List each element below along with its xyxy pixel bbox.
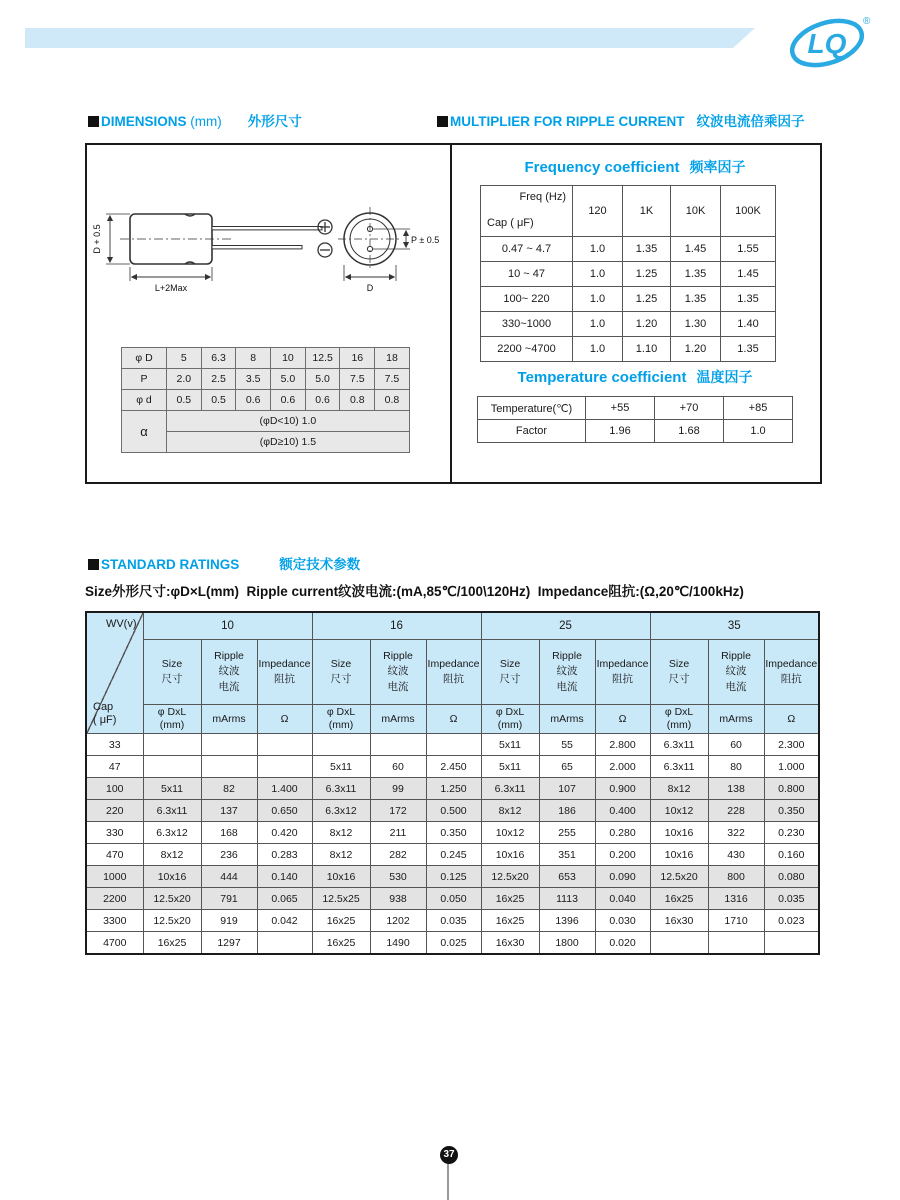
dimensions-section-header [88,110,302,130]
ratings-value-cell: 0.800 [764,778,819,800]
ratings-value-cell: 10x16 [143,866,201,888]
ratings-value-cell: 1297 [201,932,257,955]
ratings-value-cell [257,932,312,955]
frequency-row [481,287,776,312]
ratings-value-cell: 0.042 [257,910,312,932]
ratings-value-cell: 6.3x11 [650,734,708,756]
ratings-value-cell: 16x25 [312,910,370,932]
ratings-value-cell [650,932,708,955]
temp-value-cell: +70 [655,397,724,420]
ratings-value-cell: 938 [370,888,426,910]
temp-value-cell: +55 [586,397,655,420]
dim-row-label: φ D [122,348,167,369]
ratings-row [86,756,819,778]
dim-label-d-tolerance: D + 0.5 [92,224,102,254]
freq-axis-label: Freq (Hz) [519,191,566,203]
freq-value-cell: 1.35 [671,287,721,312]
capacitor-drawing [92,157,442,332]
ratings-value-cell: 99 [370,778,426,800]
ratings-subheader-row [86,705,819,734]
ratings-value-cell: 8x12 [312,844,370,866]
ratings-value-cell: 0.035 [426,910,481,932]
ratings-cap-cell: 33 [86,734,143,756]
ratings-value-cell: 0.400 [595,800,650,822]
ratings-value-cell: 0.160 [764,844,819,866]
ratings-value-cell: 10x16 [312,866,370,888]
wv-label: WV(v) [105,618,137,630]
ratings-cap-cell: 220 [86,800,143,822]
logo-text: LQ [807,28,847,59]
ratings-value-cell: 8x12 [481,800,539,822]
ratings-row [86,932,819,955]
ratings-value-cell: 444 [201,866,257,888]
ratings-value-cell: 16x25 [650,888,708,910]
dim-table-row [122,411,410,432]
freq-column-header: 10K [671,186,721,237]
section-bullet-icon [88,559,99,570]
ratings-value-cell: 6.3x12 [143,822,201,844]
ratings-value-cell: 12.5x20 [481,866,539,888]
ratings-value-cell: 1.000 [764,756,819,778]
ratings-value-cell: 0.140 [257,866,312,888]
ratings-corner-cell [86,612,143,734]
ratings-voltage-row [86,612,819,640]
ratings-value-cell: 228 [708,800,764,822]
header-bar [25,28,755,48]
ratings-value-cell: 10x16 [650,822,708,844]
ratings-value-cell: 1396 [539,910,595,932]
ratings-table-body [86,734,819,955]
ratings-value-cell: 137 [201,800,257,822]
ratings-ripple-header: Ripple 纹波 电流 [708,640,764,705]
ratings-impedance-header: Impedance 阻抗 [764,640,819,705]
dim-table-row [122,390,410,411]
ratings-size-header: Size 尺寸 [312,640,370,705]
ratings-cap-cell: 1000 [86,866,143,888]
ratings-cap-cell: 3300 [86,910,143,932]
dim-value-cell: 5.0 [305,369,340,390]
temperature-title-row [452,367,818,387]
freq-cap-cell: 2200 ~4700 [481,337,573,362]
dim-value-cell: 10 [271,348,306,369]
ratings-value-cell: 1.400 [257,778,312,800]
temperature-title-cn: 温度因子 [696,369,753,385]
frequency-row [481,312,776,337]
ratings-value-cell: 236 [201,844,257,866]
ratings-row [86,844,819,866]
temperature-table [477,396,793,443]
freq-cap-cell: 0.47 ~ 4.7 [481,237,573,262]
ratings-value-cell: 16x25 [481,910,539,932]
dimensions-unit: (mm) [190,114,222,129]
ratings-impedance-header: Impedance 阻抗 [595,640,650,705]
multiplier-title: MULTIPLIER FOR RIPPLE CURRENT [450,114,685,129]
frequency-title-cn: 频率因子 [689,159,746,175]
ratings-value-cell: 1710 [708,910,764,932]
dim-value-cell: 12.5 [305,348,340,369]
ratings-value-cell: 5x11 [143,778,201,800]
ratings-ripple-header: Ripple 纹波 电流 [370,640,426,705]
standard-ratings-title: STANDARD RATINGS [101,557,240,572]
ratings-value-cell [201,734,257,756]
ratings-cap-cell: 330 [86,822,143,844]
ratings-size-header: Size 尺寸 [143,640,201,705]
ratings-value-cell: 800 [708,866,764,888]
dim-table-row [122,369,410,390]
ratings-value-cell: 0.245 [426,844,481,866]
ratings-row [86,778,819,800]
ratings-subheader-cell: φ DxL (mm) [650,705,708,734]
ratings-value-cell: 107 [539,778,595,800]
ratings-subheader-cell: φ DxL (mm) [481,705,539,734]
dim-value-cell: 5.0 [271,369,306,390]
frequency-title: Frequency coefficient [524,159,680,176]
dimension-table [121,347,410,453]
dim-alpha-line1: (φD<10) 1.0 [167,411,410,432]
ratings-value-cell: 1202 [370,910,426,932]
dimensions-title-cn: 外形尺寸 [247,114,302,129]
ratings-cap-cell: 2200 [86,888,143,910]
ratings-value-cell [312,734,370,756]
dim-value-cell: 18 [375,348,410,369]
ratings-value-cell [143,734,201,756]
ratings-value-cell [708,932,764,955]
ratings-value-cell: 0.280 [595,822,650,844]
ratings-cap-cell: 47 [86,756,143,778]
ratings-value-cell: 168 [201,822,257,844]
ratings-value-cell: 211 [370,822,426,844]
ratings-value-cell [426,734,481,756]
temperature-row [478,397,793,420]
temperature-table-body [478,397,793,443]
ratings-row [86,800,819,822]
ratings-value-cell: 0.230 [764,822,819,844]
freq-value-cell: 1.35 [623,237,671,262]
temp-label-cell: Factor [478,420,586,443]
frequency-table-body [481,237,776,362]
ratings-value-cell: 1800 [539,932,595,955]
freq-cap-cell: 330~1000 [481,312,573,337]
standard-ratings-title-cn: 额定技术参数 [279,557,361,572]
dim-table-body [122,348,410,453]
ratings-value-cell: 282 [370,844,426,866]
ratings-value-cell: 8x12 [143,844,201,866]
freq-value-cell: 1.25 [623,287,671,312]
dim-value-cell: 0.6 [236,390,271,411]
ratings-subheader-cell: φ DxL (mm) [143,705,201,734]
ratings-value-cell: 55 [539,734,595,756]
dim-value-cell: 16 [340,348,375,369]
temp-value-cell: 1.68 [655,420,724,443]
dimensions-title: DIMENSIONS [101,114,187,129]
ratings-cap-cell: 100 [86,778,143,800]
company-logo [783,10,875,72]
dim-alpha-label: α [122,411,167,453]
freq-value-cell: 1.45 [671,237,721,262]
ratings-value-cell: 0.200 [595,844,650,866]
ratings-value-cell: 0.050 [426,888,481,910]
ratings-value-cell: 2.000 [595,756,650,778]
ratings-value-cell: 5x11 [481,734,539,756]
ratings-value-cell: 1316 [708,888,764,910]
dim-value-cell: 0.5 [201,390,236,411]
ratings-value-cell: 6.3x11 [312,778,370,800]
dim-value-cell: 6.3 [201,348,236,369]
multiplier-section-header [437,110,805,130]
ratings-cap-cell: 4700 [86,932,143,955]
ratings-value-cell: 791 [201,888,257,910]
temperature-row [478,420,793,443]
ratings-value-cell: 0.900 [595,778,650,800]
freq-value-cell: 1.25 [623,262,671,287]
ratings-row [86,822,819,844]
section-bullet-icon [88,116,99,127]
ratings-ripple-header: Ripple 纹波 电流 [201,640,257,705]
ratings-value-cell: 0.030 [595,910,650,932]
ratings-value-cell: 0.035 [764,888,819,910]
ratings-value-cell: 16x25 [481,888,539,910]
cap-axis-label: Cap ( μF) [487,217,534,230]
dim-value-cell: 7.5 [340,369,375,390]
ratings-subheader-cell: mArms [708,705,764,734]
dim-value-cell: 0.6 [271,390,306,411]
freq-value-cell: 1.0 [573,262,623,287]
ratings-value-cell: 16x30 [481,932,539,955]
dim-value-cell: 5 [167,348,202,369]
box-divider [450,145,452,482]
temp-value-cell: 1.0 [724,420,793,443]
ratings-value-cell: 0.023 [764,910,819,932]
frequency-row [481,237,776,262]
dim-label-pitch: P ± 0.5 [411,235,440,245]
ratings-value-cell: 65 [539,756,595,778]
ratings-value-cell: 0.283 [257,844,312,866]
ratings-row [86,866,819,888]
ratings-impedance-header: Impedance 阻抗 [426,640,481,705]
ratings-value-cell: 10x12 [650,800,708,822]
section-bullet-icon [437,116,448,127]
ratings-value-cell: 0.125 [426,866,481,888]
ratings-row [86,888,819,910]
freq-column-header: 1K [623,186,671,237]
dim-value-cell: 0.8 [375,390,410,411]
freq-column-header: 100K [721,186,776,237]
ratings-value-cell: 2.300 [764,734,819,756]
ratings-value-cell [764,932,819,955]
ratings-row [86,734,819,756]
ratings-value-cell: 80 [708,756,764,778]
ratings-value-cell: 60 [708,734,764,756]
ratings-spec-line: Size外形尺寸:φD×L(mm) Ripple current纹波电流:(mA,85℃/100\120Hz) Impedance阻抗:(Ω,20℃/100kHz) [85,584,744,599]
temp-value-cell: +85 [724,397,793,420]
ratings-value-cell: 5x11 [481,756,539,778]
ratings-value-cell: 530 [370,866,426,888]
ratings-value-cell: 6.3x12 [312,800,370,822]
ratings-value-cell: 8x12 [650,778,708,800]
ratings-subheader-cell: φ DxL (mm) [312,705,370,734]
freq-value-cell: 1.35 [671,262,721,287]
ratings-row [86,910,819,932]
ratings-value-cell: 16x25 [143,932,201,955]
dim-value-cell: 0.5 [167,390,202,411]
ratings-subheader-cell: Ω [764,705,819,734]
ratings-value-cell: 16x25 [312,932,370,955]
dim-table-row [122,348,410,369]
ratings-value-cell: 653 [539,866,595,888]
ratings-value-cell [257,734,312,756]
standard-ratings-section-header [88,553,360,573]
ratings-value-cell: 430 [708,844,764,866]
ratings-value-cell: 0.065 [257,888,312,910]
ratings-value-cell: 12.5x20 [143,910,201,932]
ratings-voltage-cell: 35 [650,612,819,640]
dim-value-cell: 2.0 [167,369,202,390]
ratings-value-cell: 0.025 [426,932,481,955]
ratings-size-header: Size 尺寸 [481,640,539,705]
ratings-subheader-cell: mArms [370,705,426,734]
freq-value-cell: 1.30 [671,312,721,337]
footer-line [447,1164,449,1200]
freq-cap-cell: 100~ 220 [481,287,573,312]
freq-column-header: 120 [573,186,623,237]
freq-cap-cell: 10 ~ 47 [481,262,573,287]
ratings-value-cell: 0.350 [764,800,819,822]
ratings-value-cell: 82 [201,778,257,800]
ratings-value-cell: 5x11 [312,756,370,778]
ratings-value-cell: 6.3x11 [650,756,708,778]
dim-value-cell: 8 [236,348,271,369]
ratings-value-cell: 10x16 [650,844,708,866]
ratings-value-cell: 255 [539,822,595,844]
ratings-value-cell: 1113 [539,888,595,910]
ratings-voltage-cell: 16 [312,612,481,640]
ratings-cap-cell: 470 [86,844,143,866]
freq-value-cell: 1.20 [623,312,671,337]
ratings-subheader-cell: Ω [257,705,312,734]
freq-value-cell: 1.55 [721,237,776,262]
dim-value-cell: 7.5 [375,369,410,390]
ratings-value-cell: 0.650 [257,800,312,822]
ratings-impedance-header: Impedance 阻抗 [257,640,312,705]
freq-value-cell: 1.10 [623,337,671,362]
freq-value-cell: 1.0 [573,287,623,312]
ratings-value-cell [143,756,201,778]
frequency-row [481,337,776,362]
ratings-value-cell: 2.800 [595,734,650,756]
ratings-value-cell: 351 [539,844,595,866]
polarity-plus-icon [318,220,332,234]
ratings-value-cell: 0.420 [257,822,312,844]
ratings-value-cell [257,756,312,778]
ratings-value-cell [201,756,257,778]
ratings-subheader-cell: mArms [539,705,595,734]
freq-value-cell: 1.0 [573,312,623,337]
freq-value-cell: 1.0 [573,237,623,262]
multiplier-title-cn: 纹波电流倍乘因子 [696,114,805,129]
ratings-label-row [86,640,819,705]
ratings-value-cell: 0.500 [426,800,481,822]
ratings-value-cell: 919 [201,910,257,932]
ratings-value-cell: 172 [370,800,426,822]
ratings-value-cell: 0.350 [426,822,481,844]
dim-value-cell: 0.8 [340,390,375,411]
ratings-table [85,611,820,955]
dimensions-multiplier-box [85,143,822,484]
ratings-value-cell: 186 [539,800,595,822]
ratings-value-cell: 0.020 [595,932,650,955]
ratings-voltage-cell: 25 [481,612,650,640]
ratings-subheader-cell: mArms [201,705,257,734]
temp-label-cell: Temperature(℃) [478,397,586,420]
ratings-value-cell: 12.5x20 [143,888,201,910]
ratings-value-cell: 138 [708,778,764,800]
dim-row-label: P [122,369,167,390]
frequency-table [480,185,776,362]
freq-value-cell: 1.35 [721,337,776,362]
page-number-badge: 37 [440,1146,458,1164]
ratings-value-cell: 1.250 [426,778,481,800]
ratings-value-cell: 8x12 [312,822,370,844]
freq-value-cell: 1.0 [573,337,623,362]
ratings-value-cell: 0.080 [764,866,819,888]
ratings-value-cell: 2.450 [426,756,481,778]
ratings-value-cell: 12.5x25 [312,888,370,910]
ratings-value-cell: 0.040 [595,888,650,910]
frequency-title-row [452,157,818,177]
temperature-title: Temperature coefficient [517,369,687,386]
ratings-subheader-cell: Ω [595,705,650,734]
ratings-value-cell: 12.5x20 [650,866,708,888]
ratings-value-cell: 6.3x11 [481,778,539,800]
freq-value-cell: 1.20 [671,337,721,362]
freq-value-cell: 1.35 [721,287,776,312]
frequency-row [481,262,776,287]
dim-value-cell: 0.6 [305,390,340,411]
ratings-value-cell: 322 [708,822,764,844]
dim-label-diameter: D [366,283,374,293]
freq-value-cell: 1.45 [721,262,776,287]
ratings-value-cell: 10x12 [481,822,539,844]
polarity-minus-icon [318,243,332,257]
ratings-value-cell: 0.090 [595,866,650,888]
ratings-subheader-cell: Ω [426,705,481,734]
dim-value-cell: 2.5 [201,369,236,390]
ratings-value-cell: 1490 [370,932,426,955]
ratings-voltage-cell: 10 [143,612,312,640]
ratings-value-cell: 6.3x11 [143,800,201,822]
freq-value-cell: 1.40 [721,312,776,337]
ratings-size-header: Size 尺寸 [650,640,708,705]
ratings-value-cell: 60 [370,756,426,778]
ratings-ripple-header: Ripple 纹波 电流 [539,640,595,705]
ratings-value-cell: 16x30 [650,910,708,932]
dim-value-cell: 3.5 [236,369,271,390]
ratings-value-cell [370,734,426,756]
frequency-corner-cell [481,186,573,237]
dim-alpha-line2: (φD≥10) 1.5 [167,432,410,453]
dim-label-length: L+2Max [154,283,188,293]
ratings-value-cell: 10x16 [481,844,539,866]
dim-row-label: φ d [122,390,167,411]
cap-label: Cap ( μF) [93,700,117,727]
registered-mark: ® [863,16,871,27]
temp-value-cell: 1.96 [586,420,655,443]
